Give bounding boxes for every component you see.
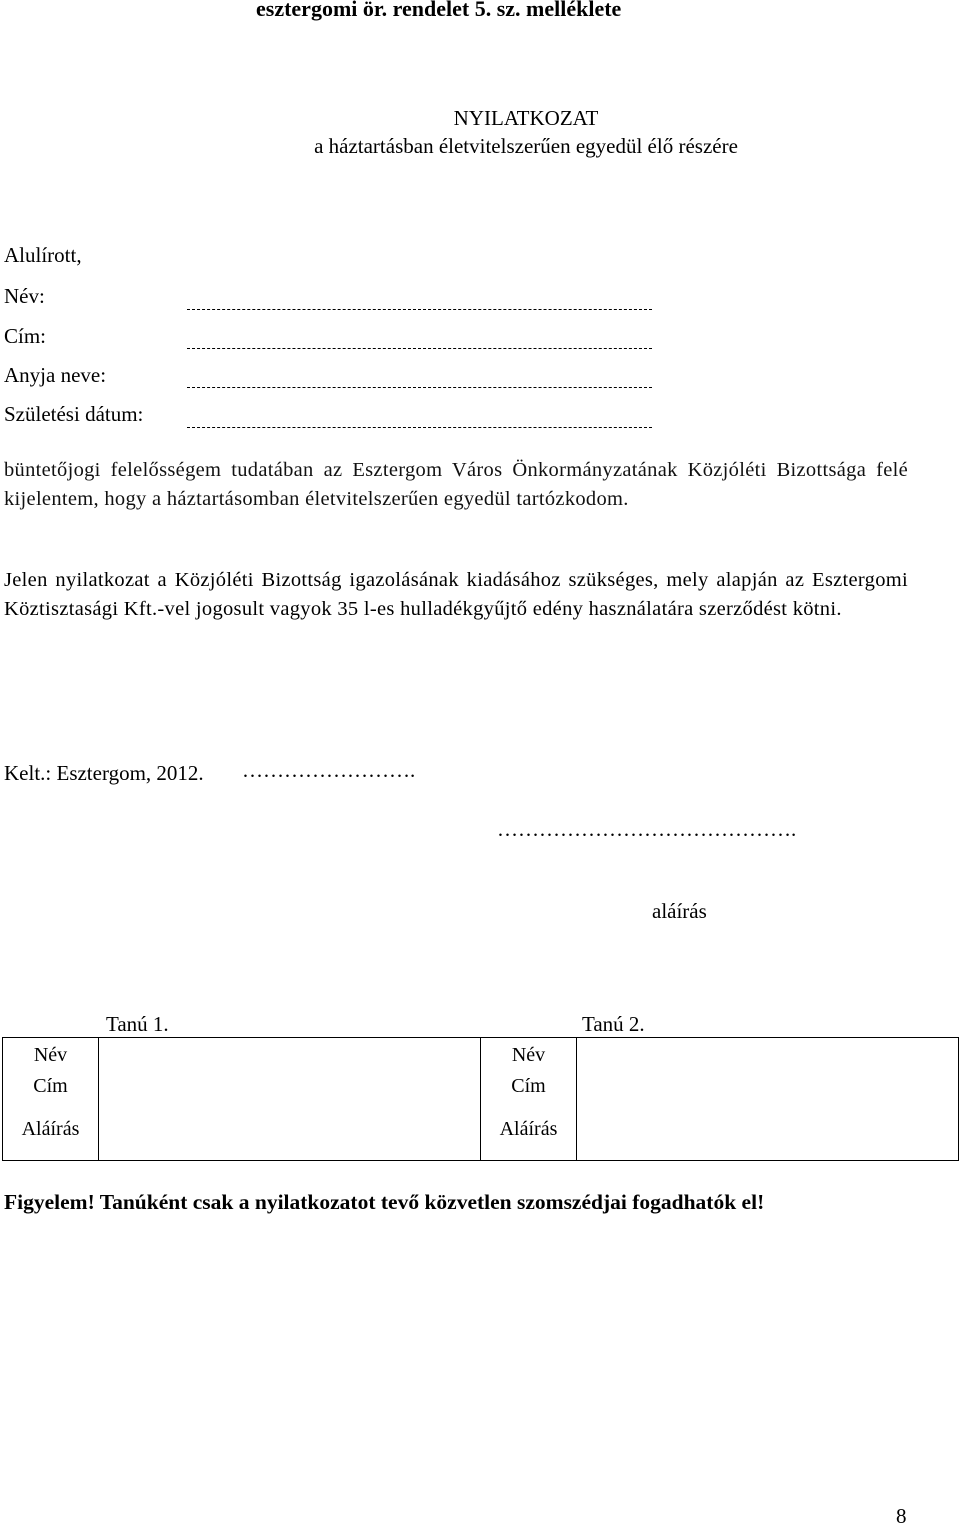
witness-table (2, 1037, 959, 1161)
address-label: Cím: (4, 324, 47, 348)
address-field-line[interactable] (187, 348, 652, 349)
witness-1-labels (3, 1038, 99, 1161)
document-title: NYILATKOZAT (453, 106, 599, 130)
witness-1-name-label: Név (33, 1044, 68, 1066)
date-dots: ……………………. (242, 758, 416, 782)
declaration-paragraph: büntetőjogi felelősségem tudatában az Esztergom Város Önkormányzatának Közjóléti Bizottsága felé kijelentem, hogy a háztartásomban életvitelszerűen egyedül tartózkodom. (4, 459, 908, 510)
signature-dots: ……………………………………. (497, 817, 797, 841)
witness-2-labels (481, 1038, 577, 1161)
purpose-paragraph: Jelen nyilatkozat a Közjóléti Bizottság igazolásának kiadásához szükséges, mely alapján az Esztergomi Köztisztasági Kft.-vel jogosult vagyok 35 l-es hulladékgyűjtő edény használatára szerződést kötni. (4, 569, 908, 620)
witness-1-signature-label: Aláírás (21, 1118, 80, 1140)
birth-date-field-line[interactable] (187, 427, 652, 428)
witness-2-entry-area[interactable] (577, 1038, 959, 1161)
intro-text: Alulírott, (4, 243, 82, 267)
witness-2-signature-label: Aláírás (499, 1118, 558, 1140)
mother-name-label: Anyja neve: (4, 363, 107, 387)
witness-2-heading: Tanú 2. (582, 1012, 645, 1036)
signature-label: aláírás (652, 899, 707, 923)
name-label: Név: (4, 284, 45, 308)
date-place-label: Kelt.: Esztergom, 2012. (4, 761, 204, 785)
birth-date-label: Születési dátum: (4, 402, 144, 426)
witness-warning: Figyelem! Tanúként csak a nyilatkozatot tevő közvetlen szomszédjai fogadhatók el! (4, 1190, 765, 1214)
document-subtitle: a háztartásban életvitelszerűen egyedül élő részére (314, 134, 738, 158)
witness-1-address-label: Cím (33, 1075, 68, 1097)
witness-1-heading: Tanú 1. (106, 1012, 169, 1036)
witness-2-name-label: Név (511, 1044, 546, 1066)
witness-1-entry-area[interactable] (99, 1038, 481, 1161)
name-field-line[interactable] (187, 309, 652, 310)
witness-2-address-label: Cím (511, 1075, 546, 1097)
document-header: esztergomi ör. rendelet 5. sz. melléklete (256, 0, 622, 21)
page-number: 8 (896, 1504, 907, 1528)
mother-name-field-line[interactable] (187, 387, 652, 388)
